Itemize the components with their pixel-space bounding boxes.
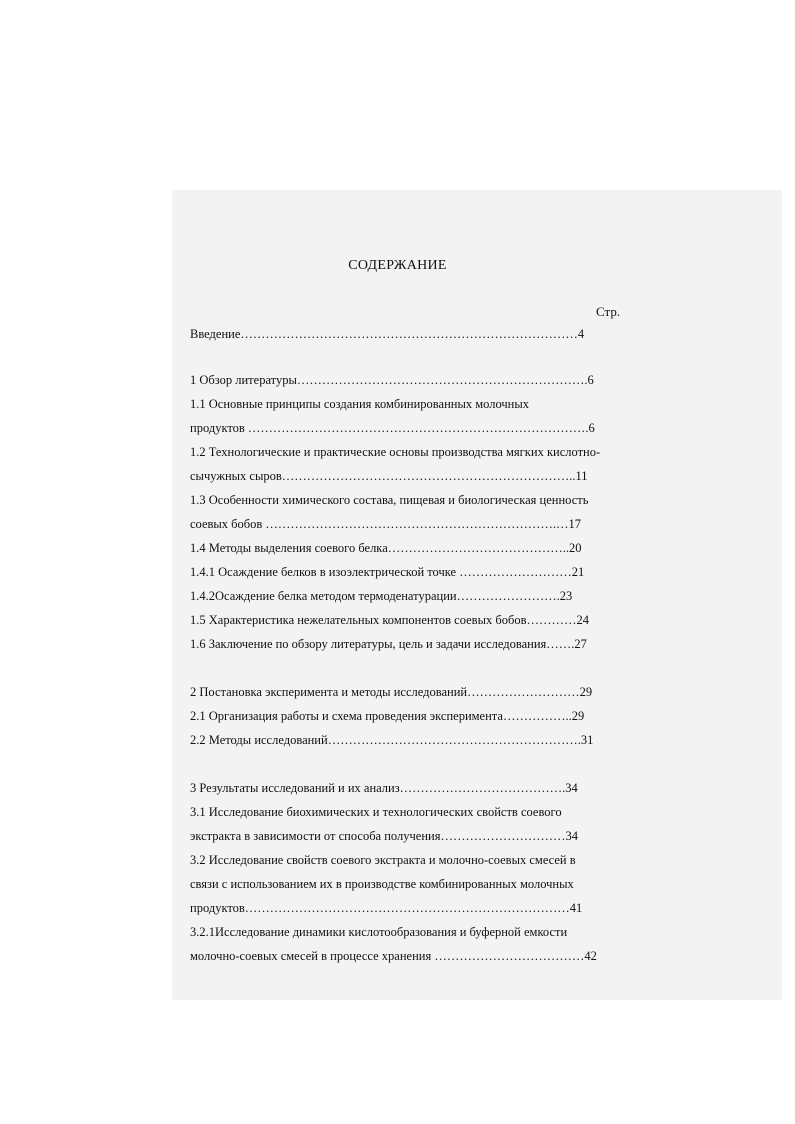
toc-entry-1-4: 1.4 Методы выделения соевого белка……………………………………..20	[190, 541, 582, 555]
toc-entry-2: 2 Постановка эксперимента и методы исследований………………………29	[190, 685, 593, 699]
toc-entry-3-2-line1: 3.2 Исследование свойств соевого экстракта и молочно-соевых смесей в	[190, 853, 576, 867]
toc-entry-1-6: 1.6 Заключение по обзору литературы, цель и задачи исследования…….27	[190, 637, 587, 651]
toc-entry-1-3-line2: соевых бобов …………………………………………………………….…17	[190, 517, 582, 531]
page-title: СОДЕРЖАНИЕ	[348, 258, 447, 273]
toc-entry-introduction: Введение………………………………………………………………………4	[190, 327, 585, 341]
toc-entry-2-2: 2.2 Методы исследований…………………………………………………….31	[190, 733, 594, 747]
toc-entry-3-1-line1: 3.1 Исследование биохимических и технологических свойств соевого	[190, 805, 562, 819]
toc-entry-3: 3 Результаты исследований и их анализ………………………………….34	[190, 781, 578, 795]
toc-entry-3-2-1-line2: молочно-соевых смесей в процессе хранения ………………………………42	[190, 949, 597, 963]
toc-entry-1-4-2: 1.4.2Осаждение белка методом термоденатурации…………………….23	[190, 589, 573, 603]
toc-entry-1-1-line1: 1.1 Основные принципы создания комбинированных молочных	[190, 397, 530, 411]
toc-entry-3-2-line3: продуктов……………………………………………………………………41	[190, 901, 583, 915]
toc-entry-3-2-1-line1: 3.2.1Исследование динамики кислотообразования и буферной емкости	[190, 925, 568, 939]
toc-entry-1-4-1: 1.4.1 Осаждение белков в изоэлектрической точке ………………………21	[190, 565, 585, 579]
toc-entry-3-2-line2: связи с использованием их в производстве комбинированных молочных	[190, 877, 574, 891]
toc-entry-1-2-line1: 1.2 Технологические и практические основы производства мягких кислотно-	[190, 445, 601, 459]
toc-entry-1-3-line1: 1.3 Особенности химического состава, пищевая и биологическая ценность	[190, 493, 589, 507]
toc-entry-3-1-line2: экстракта в зависимости от способа получения…………………………34	[190, 829, 578, 843]
toc-entry-1-1-line2: продуктов ……………………………………………………………………….6	[190, 421, 595, 435]
toc-entry-1-5: 1.5 Характеристика нежелательных компонентов соевых бобов…………24	[190, 613, 589, 627]
page-column-label: Стр.	[596, 304, 621, 319]
toc-entry-1-2-line2: сычужных сыров……………………………………………………………..11	[190, 469, 588, 483]
toc-entry-1: 1 Обзор литературы…………………………………………………………….6	[190, 373, 594, 387]
toc-entry-2-1: 2.1 Организация работы и схема проведения эксперимента……………..29	[190, 709, 585, 723]
